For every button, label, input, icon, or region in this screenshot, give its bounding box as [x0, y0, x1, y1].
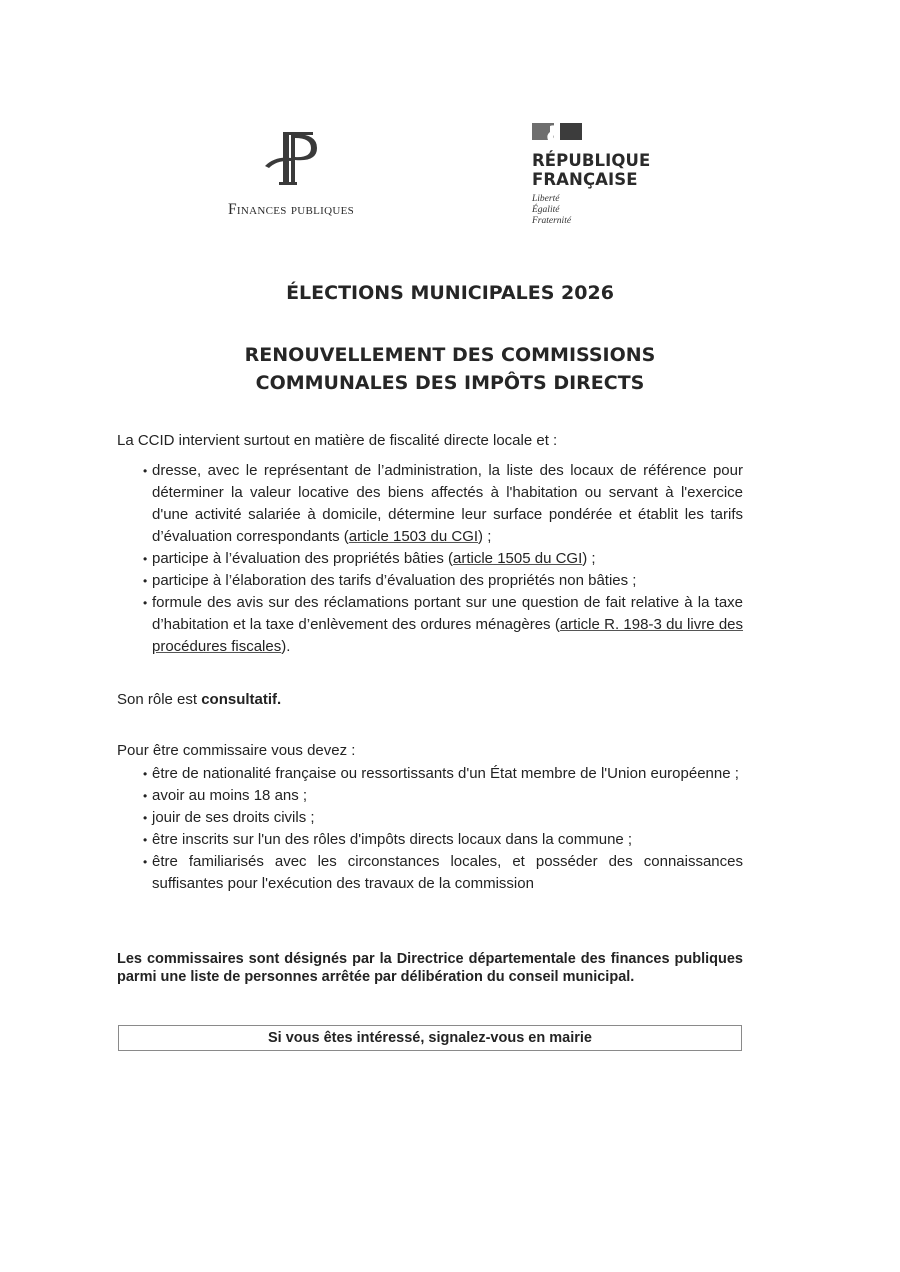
call-to-action-box: Si vous êtes intéressé, signalez-vous en mairie	[118, 1025, 742, 1051]
role-statement	[117, 689, 743, 711]
rf-name-line-2: FRANÇAISE	[532, 170, 638, 189]
motto-egalite: Égalité	[532, 205, 560, 215]
list-item: • être de nationalité française ou ressortissants d'un État membre de l'Union européenne ;	[117, 763, 743, 785]
item-text: participe à l’évaluation des propriétés bâties	[152, 550, 449, 567]
motto-liberte: Liberté	[532, 194, 560, 204]
list-item: • être inscrits sur l'un des rôles d'impôts directs locaux dans la commune ;	[117, 829, 743, 851]
list-item: • participe à l’évaluation des propriétés bâties (article 1505 du CGI) ;	[117, 548, 743, 570]
role-prefix: Son rôle est	[117, 691, 202, 708]
subtitle-line-1: RENOUVELLEMENT DES COMMISSIONS	[244, 344, 656, 366]
finances-publiques-logo	[196, 128, 386, 219]
role-emphasis: consultatif.	[201, 691, 282, 708]
list-item: • avoir au moins 18 ans ;	[117, 785, 743, 807]
rf-motto	[532, 194, 692, 227]
list-item	[117, 570, 743, 592]
article-1505-link[interactable]: article 1505 du CGI	[453, 550, 583, 567]
motto-fraternite: Fraternité	[532, 216, 572, 226]
article-r198-3-link[interactable]: article R. 198-3 du livre des procédures fiscales	[152, 616, 744, 655]
finances-publiques-label: Finances publiques	[227, 201, 355, 218]
missions-list	[117, 460, 743, 658]
page-subtitle	[0, 341, 900, 397]
article-1503-link[interactable]: article 1503 du CGI	[348, 528, 479, 545]
item-text: formule des avis sur des réclamations portant sur une question de fait relative à la taxe d’habitation et la taxe d’enlèvement des ordures ménagères	[152, 594, 743, 633]
item-suffix: ;	[483, 528, 492, 545]
subtitle-line-2: COMMUNALES DES IMPÔTS DIRECTS	[255, 372, 645, 394]
requirements-list	[117, 763, 743, 895]
item-text: dresse, avec le représentant de l’administration, la liste des locaux de référence pour déterminer la valeur locative des biens affectés à l'habitation ou servant à l'exercice d'une activité salariée à domicile, détermine leur surface pondérée et établit les tarifs d’évaluation correspondants	[152, 462, 743, 545]
republique-francaise-logo	[532, 123, 692, 227]
requirements-section	[117, 740, 743, 895]
item-suffix: ;	[587, 550, 596, 567]
item-suffix: .	[286, 638, 291, 655]
list-item: • dresse, avec le représentant de l’administration, la liste des locaux de référence pour déterminer la valeur locative des biens affectés à l'habitation ou servant à l'exercice d'une activité salariée à domicile, détermine leur surface pondérée et établit les tarifs d’évaluation correspondants (article 1503 du CGI) ;	[117, 460, 743, 548]
missions-lead: La CCID intervient surtout en matière de fiscalité directe locale et :	[117, 432, 558, 449]
list-item: • jouir de ses droits civils ;	[117, 807, 743, 829]
rf-name-line-1: RÉPUBLIQUE	[532, 151, 651, 170]
list-item: • être familiarisés avec les circonstances locales, et posséder des connaissances suffisantes pour l'exécution des travaux de la commission	[117, 851, 743, 895]
page-title: ÉLECTIONS MUNICIPALES 2026	[286, 282, 614, 304]
marianne-icon	[532, 123, 582, 140]
fp-monogram-icon	[261, 128, 321, 190]
item-text: participe à l’élaboration des tarifs d’évaluation des propriétés non bâties ;	[152, 572, 637, 589]
list-item: • formule des avis sur des réclamations portant sur une question de fait relative à la taxe d’habitation et la taxe d’enlèvement des ordures ménagères (article R. 198-3 du livre des procédures fiscales).	[117, 592, 743, 658]
ccid-missions-section	[117, 430, 743, 658]
requirements-lead: Pour être commissaire vous devez :	[117, 742, 356, 759]
designation-paragraph: Les commissaires sont désignés par la Directrice départementale des finances publiques parmi une liste de personnes arrêtée par délibération du conseil municipal.	[117, 951, 743, 985]
